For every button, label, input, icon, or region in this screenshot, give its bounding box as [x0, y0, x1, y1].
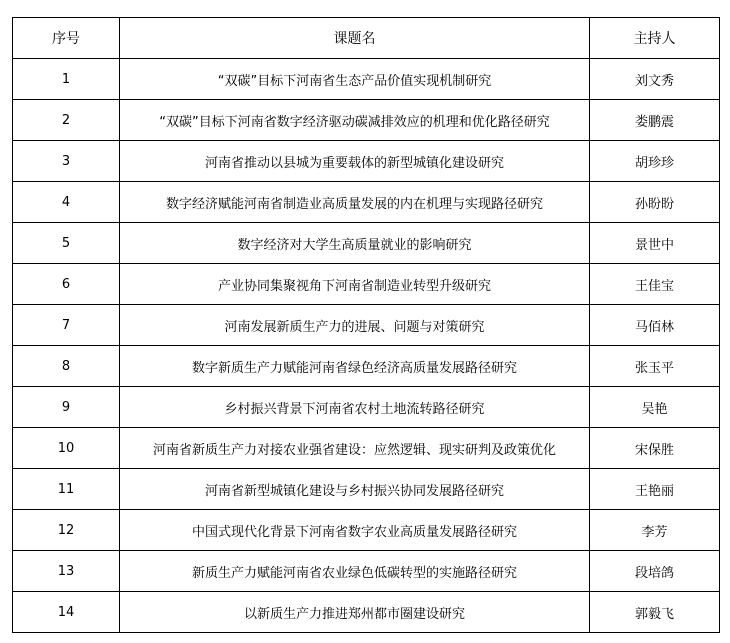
table-row	[13, 387, 720, 428]
row-seq: 8	[13, 346, 120, 387]
row-host: 宋保胜	[590, 428, 720, 469]
table-row	[13, 305, 720, 346]
row-seq: 2	[13, 100, 120, 141]
row-title: 中国式现代化背景下河南省数字农业高质量发展路径研究	[120, 510, 590, 551]
row-title: 河南发展新质生产力的进展、问题与对策研究	[120, 305, 590, 346]
table-body	[13, 59, 720, 633]
row-title: “双碳”目标下河南省数字经济驱动碳减排效应的机理和优化路径研究	[120, 100, 590, 141]
row-seq: 6	[13, 264, 120, 305]
row-host: 娄鹏震	[590, 100, 720, 141]
row-host: 吴艳	[590, 387, 720, 428]
row-title: 数字新质生产力赋能河南省绿色经济高质量发展路径研究	[120, 346, 590, 387]
row-title: “双碳”目标下河南省生态产品价值实现机制研究	[120, 59, 590, 100]
row-title: 河南省新质生产力对接农业强省建设：应然逻辑、现实研判及政策优化	[120, 428, 590, 469]
row-seq: 14	[13, 592, 120, 633]
row-title: 新质生产力赋能河南省农业绿色低碳转型的实施路径研究	[120, 551, 590, 592]
row-host: 张玉平	[590, 346, 720, 387]
table-row	[13, 510, 720, 551]
row-title: 产业协同集聚视角下河南省制造业转型升级研究	[120, 264, 590, 305]
header-row	[13, 18, 720, 59]
header-host: 主持人	[590, 18, 720, 59]
row-host: 孙盼盼	[590, 182, 720, 223]
table-row	[13, 551, 720, 592]
row-seq: 1	[13, 59, 120, 100]
row-seq: 11	[13, 469, 120, 510]
row-seq: 13	[13, 551, 120, 592]
row-seq: 10	[13, 428, 120, 469]
row-title: 乡村振兴背景下河南省农村土地流转路径研究	[120, 387, 590, 428]
header-seq: 序号	[13, 18, 120, 59]
row-seq: 4	[13, 182, 120, 223]
project-table	[12, 17, 720, 633]
row-seq: 5	[13, 223, 120, 264]
row-host: 王艳丽	[590, 469, 720, 510]
row-seq: 12	[13, 510, 120, 551]
table-row	[13, 592, 720, 633]
table-row	[13, 264, 720, 305]
table-row	[13, 223, 720, 264]
row-host: 王佳宝	[590, 264, 720, 305]
project-table-container	[12, 17, 720, 633]
row-seq: 3	[13, 141, 120, 182]
row-host: 李芳	[590, 510, 720, 551]
row-title: 以新质生产力推进郑州都市圈建设研究	[120, 592, 590, 633]
row-seq: 7	[13, 305, 120, 346]
row-title: 河南省推动以县城为重要载体的新型城镇化建设研究	[120, 141, 590, 182]
table-row	[13, 346, 720, 387]
row-host: 马佰林	[590, 305, 720, 346]
row-title: 数字经济对大学生高质量就业的影响研究	[120, 223, 590, 264]
row-host: 段培鸽	[590, 551, 720, 592]
header-title: 课题名	[120, 18, 590, 59]
table-row	[13, 141, 720, 182]
row-title: 数字经济赋能河南省制造业高质量发展的内在机理与实现路径研究	[120, 182, 590, 223]
table-row	[13, 428, 720, 469]
table-row	[13, 100, 720, 141]
row-title: 河南省新型城镇化建设与乡村振兴协同发展路径研究	[120, 469, 590, 510]
table-row	[13, 59, 720, 100]
table-row	[13, 182, 720, 223]
row-seq: 9	[13, 387, 120, 428]
row-host: 郭毅飞	[590, 592, 720, 633]
row-host: 胡珍珍	[590, 141, 720, 182]
row-host: 刘文秀	[590, 59, 720, 100]
table-row	[13, 469, 720, 510]
row-host: 景世中	[590, 223, 720, 264]
